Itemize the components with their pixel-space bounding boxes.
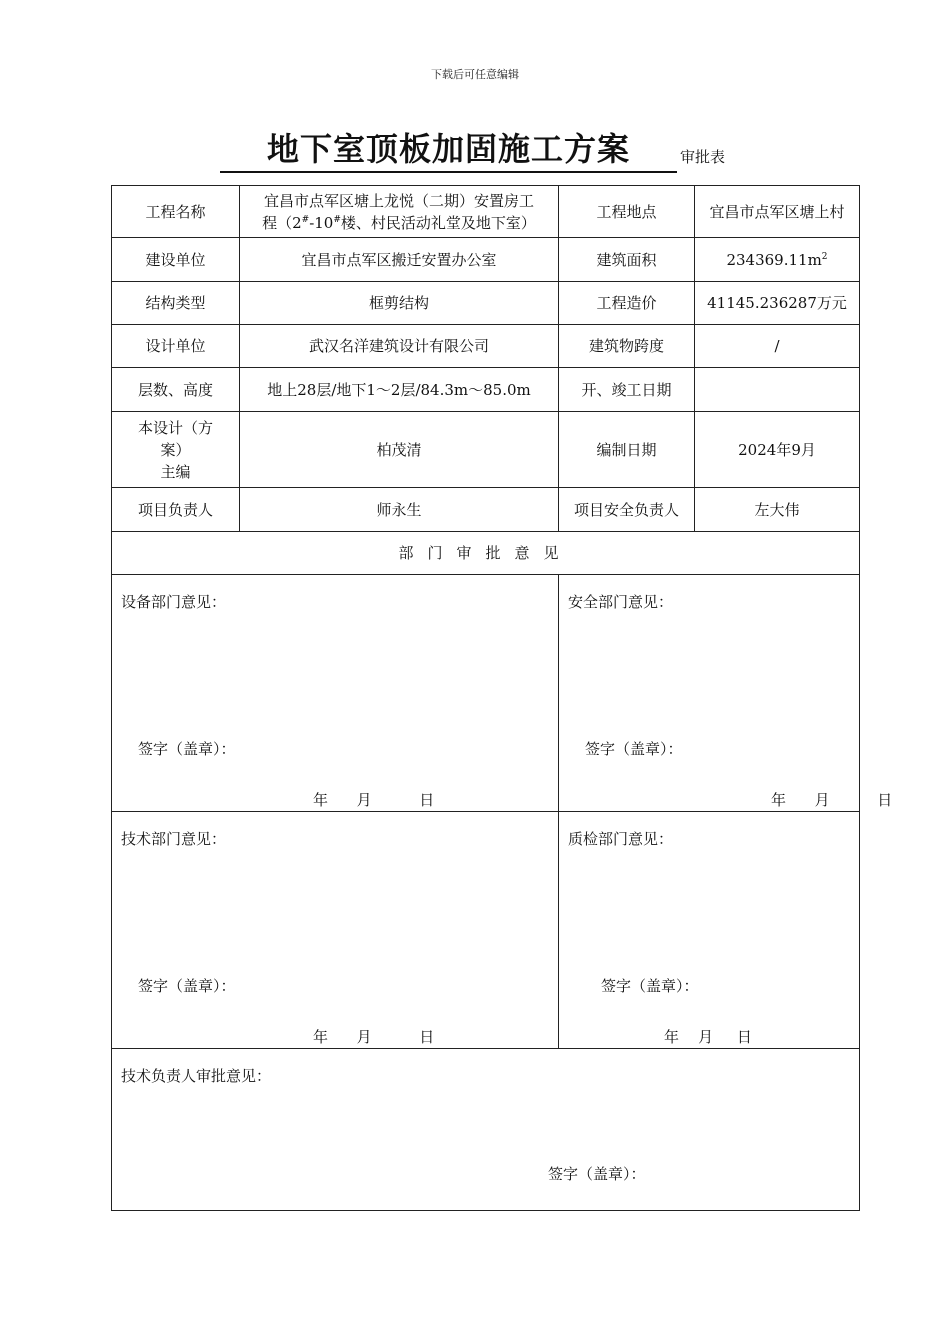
- approval-form-table: [111, 185, 893, 1211]
- pm-label: 项目负责人: [112, 488, 240, 532]
- dates-value: [695, 368, 860, 412]
- tech-opinion-label: 技术部门意见：: [121, 830, 227, 848]
- safety-opinion-label: 安全部门意见：: [568, 593, 674, 611]
- span-label: 建筑物跨度: [559, 325, 695, 368]
- structure-value: 框剪结构: [240, 282, 559, 325]
- compile-date-value: 2024年9月: [695, 412, 860, 488]
- row-opinions-2: [112, 812, 860, 1049]
- editor-label-line3: 主编: [160, 462, 191, 481]
- approval-section-title: 部门审批意见: [112, 532, 860, 575]
- project-name-sup-1: #: [301, 214, 310, 225]
- tech-lead-opinion-label: 技术负责人审批意见：: [121, 1067, 272, 1085]
- area-number: 234369.11m: [726, 250, 822, 269]
- editor-label-line2: 案）: [160, 440, 191, 459]
- tech-opinion-box: [112, 812, 559, 1049]
- equipment-opinion-box: [112, 575, 559, 812]
- quality-sign-label: 签字（盖章）：: [601, 977, 699, 995]
- floors-label: 层数、高度: [112, 368, 240, 412]
- builder-value: 宜昌市点军区搬迁安置办公室: [240, 238, 559, 282]
- location-label: 工程地点: [559, 186, 695, 238]
- cost-label: 工程造价: [559, 282, 695, 325]
- quality-opinion-label: 质检部门意见：: [568, 830, 674, 848]
- floors-value: 地上28层/地下1～2层/84.3m～85.0m: [240, 368, 559, 412]
- header-note: 下载后可任意编辑: [431, 68, 519, 81]
- project-name-part-b: -10: [309, 213, 334, 232]
- equipment-date: 年 月 日: [313, 791, 435, 809]
- row-structure: [112, 282, 860, 325]
- row-tech-lead: [112, 1049, 860, 1211]
- row-editor: [112, 412, 860, 488]
- project-name-line2: [244, 212, 554, 234]
- tech-lead-opinion-box: [112, 1049, 860, 1211]
- dates-label: 开、竣工日期: [559, 368, 695, 412]
- document-title: 地下室顶板加固施工方案: [220, 128, 677, 173]
- quality-date: 年 月 日: [664, 1028, 752, 1046]
- row-floors: [112, 368, 860, 412]
- designer-value: 武汉名洋建筑设计有限公司: [240, 325, 559, 368]
- row-project-name: [112, 186, 860, 238]
- quality-opinion-box: [559, 812, 860, 1049]
- row-section-title: [112, 532, 860, 575]
- cost-value: 41145.236287万元: [695, 282, 860, 325]
- area-value: [695, 238, 860, 282]
- project-name-line1: 宜昌市点军区塘上龙悦（二期）安置房工: [263, 191, 534, 210]
- row-pm: [112, 488, 860, 532]
- safety-sign-label: 签字（盖章）：: [585, 740, 683, 758]
- location-value: 宜昌市点军区塘上村: [695, 186, 860, 238]
- safety-opinion-box: [559, 575, 893, 812]
- tech-date: 年 月 日: [313, 1028, 435, 1046]
- equipment-sign-label: 签字（盖章）：: [138, 740, 236, 758]
- designer-label: 设计单位: [112, 325, 240, 368]
- builder-label: 建设单位: [112, 238, 240, 282]
- project-name-value: [240, 186, 559, 238]
- project-name-label: 工程名称: [112, 186, 240, 238]
- title-block: [220, 128, 780, 172]
- editor-label-line1: 本设计（方: [137, 418, 213, 437]
- tech-sign-label: 签字（盖章）：: [138, 977, 236, 995]
- editor-value: 柏茂清: [240, 412, 559, 488]
- safety-pm-value: 左大伟: [695, 488, 860, 532]
- structure-label: 结构类型: [112, 282, 240, 325]
- title-suffix: 审批表: [680, 148, 726, 166]
- row-opinions-1: [112, 575, 860, 812]
- pm-value: 师永生: [240, 488, 559, 532]
- safety-date: 年 月 日: [771, 791, 893, 809]
- project-name-part-a: 程（2: [262, 213, 302, 232]
- equipment-opinion-label: 设备部门意见：: [121, 593, 227, 611]
- area-unit-sup: 2: [821, 251, 828, 262]
- row-builder: [112, 238, 860, 282]
- row-designer: [112, 325, 860, 368]
- compile-date-label: 编制日期: [559, 412, 695, 488]
- span-value: /: [695, 325, 860, 368]
- editor-label: [112, 412, 240, 488]
- safety-pm-label: 项目安全负责人: [559, 488, 695, 532]
- tech-lead-sign-label: 签字（盖章）：: [548, 1165, 646, 1183]
- project-name-sup-2: #: [333, 214, 341, 225]
- project-name-part-c: 楼、村民活动礼堂及地下室）: [340, 213, 536, 232]
- area-label: 建筑面积: [559, 238, 695, 282]
